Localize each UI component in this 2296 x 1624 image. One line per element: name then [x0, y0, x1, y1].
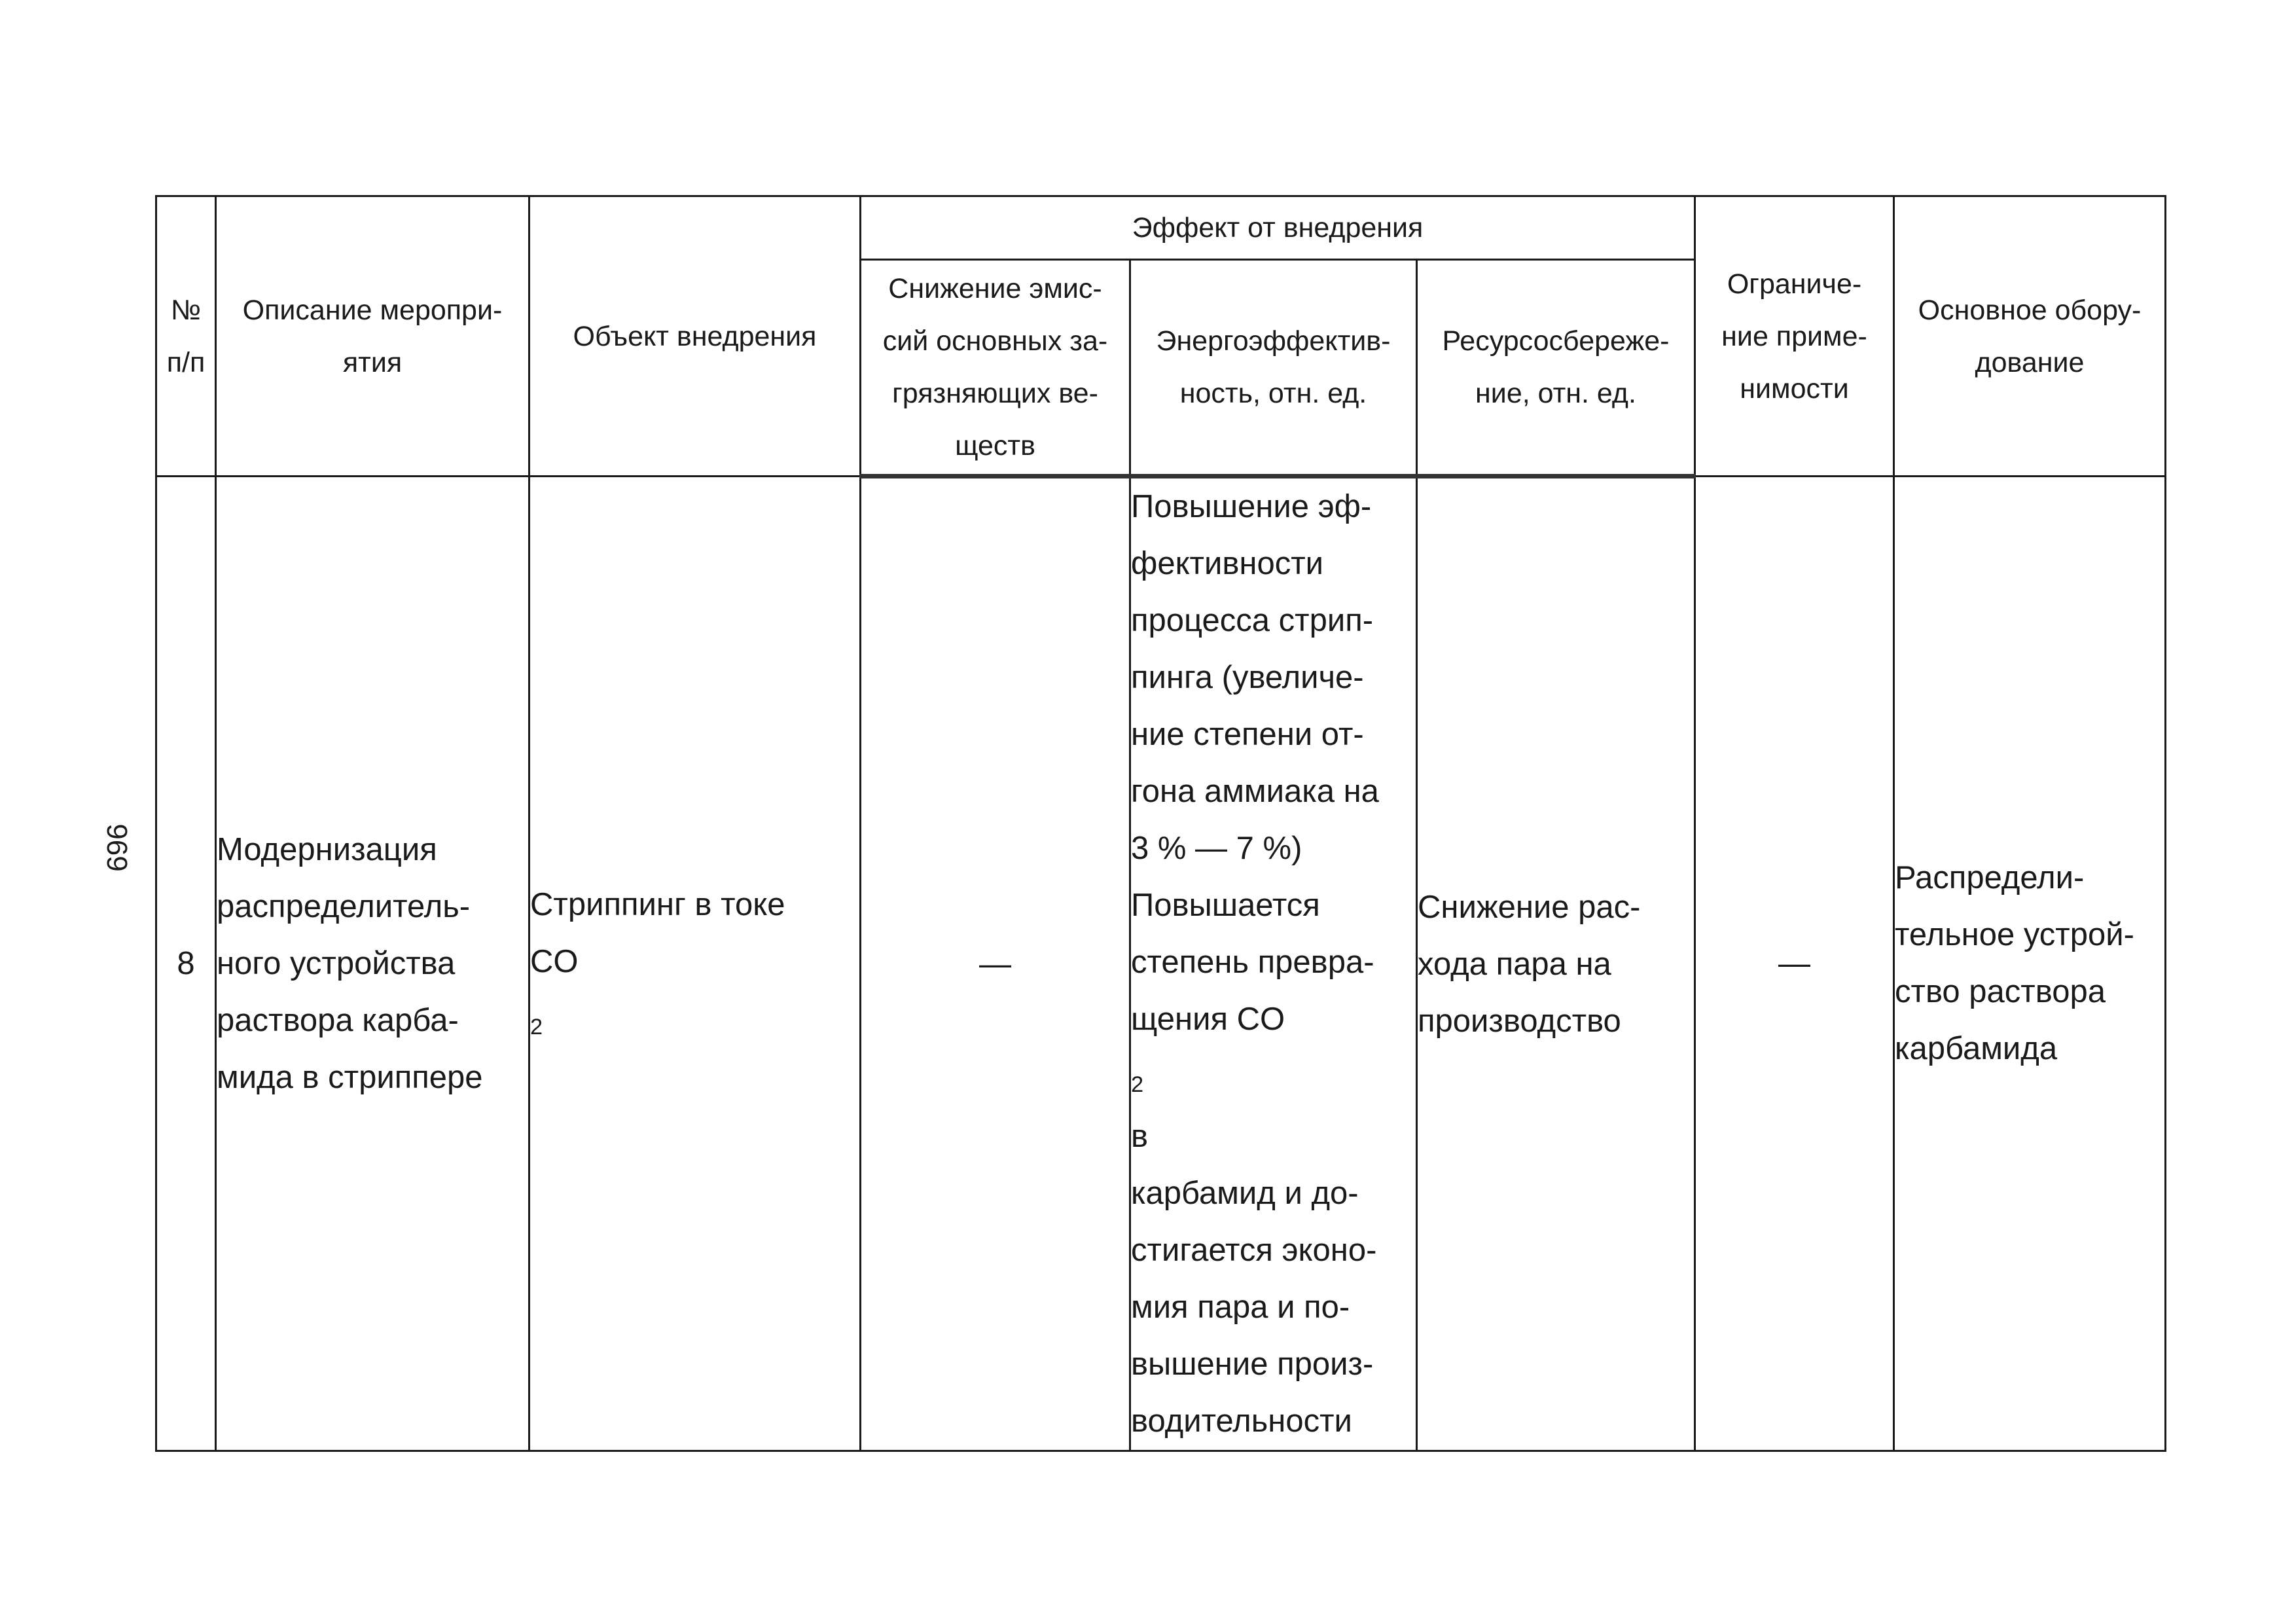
row-equipment-cell [1894, 477, 2166, 1451]
row-description-line: раствора карба- [217, 1002, 459, 1038]
row-energy-line: степень превра- [1131, 945, 1374, 980]
row-energy-line: мия пара и по- [1131, 1290, 1350, 1325]
row-limits-cell [1695, 477, 1894, 1451]
header-energy-cell [1130, 260, 1417, 477]
row-equipment-line: тельное устрой- [1895, 917, 2134, 952]
header-effect-group-cell [861, 196, 1695, 260]
header-equipment-line: Основное обору- [1918, 294, 2142, 326]
header-limits-line: ние приме- [1721, 320, 1867, 352]
row-energy-line: Повышение эф- [1131, 489, 1372, 524]
row-limits-dash: — [1778, 945, 1810, 981]
row-description-cell [216, 477, 529, 1451]
row-resource-line: хода пара на [1418, 946, 1611, 982]
header-resource-line: ние, отн. ед. [1475, 378, 1636, 409]
row-object-line: Стриппинг в токе [530, 887, 785, 922]
row-energy-line: процесса стрип- [1131, 603, 1374, 638]
header-emissions-line: Снижение эмис- [888, 273, 1102, 304]
header-emissions-line: сий основных за- [882, 325, 1108, 357]
row-energy-line: фективности [1131, 546, 1324, 581]
header-equipment-cell [1894, 196, 2166, 477]
row-energy-line [1131, 991, 1416, 1165]
row-object-cell [529, 477, 861, 1451]
header-description-line: Описание меропри- [242, 294, 503, 326]
row-object-line [530, 933, 859, 1051]
header-description-line: ятия [342, 346, 403, 378]
row-energy-cell [1130, 477, 1417, 1451]
row-equipment-line: Распредели- [1895, 860, 2085, 895]
table-row [156, 477, 2166, 1451]
row-equipment-line: ство раствора [1895, 974, 2106, 1009]
header-emissions-line: ществ [955, 430, 1035, 461]
row-energy-line: 3 % — 7 %) [1131, 831, 1302, 866]
header-equipment-line: дование [1975, 346, 2085, 378]
row-description-line: Модернизация [217, 831, 437, 867]
header-num-cell [156, 196, 216, 477]
header-limits-line: нимости [1740, 372, 1849, 405]
row-resource-line: Снижение рас- [1418, 889, 1641, 925]
header-emissions-cell [861, 260, 1130, 477]
co2-subscript: 2 [530, 1014, 543, 1039]
row-description-line: ного устройства [217, 945, 456, 981]
co2-formula: CO [530, 944, 579, 979]
row-equipment-line: карбамида [1895, 1031, 2058, 1066]
header-resource-cell [1417, 260, 1695, 477]
page-number-text: 969 [101, 823, 133, 872]
row-energy-line: ние степени от- [1131, 717, 1364, 752]
row-resource-cell [1417, 477, 1695, 1451]
row-emissions-cell [861, 477, 1130, 1451]
co2-subscript: 2 [1131, 1072, 1144, 1097]
header-num-line: п/п [166, 346, 206, 378]
row-energy-line: пинга (увеличе- [1131, 660, 1364, 695]
header-emissions-line: грязняющих ве- [892, 378, 1098, 409]
row-description-line: распределитель- [217, 888, 471, 924]
row-energy-line: стигается эконо- [1131, 1233, 1377, 1268]
header-limits-cell [1695, 196, 1894, 477]
row-description-line: мида в стриппере [217, 1059, 483, 1095]
header-resource-line: Ресурсосбереже- [1442, 325, 1670, 357]
header-row-1 [156, 196, 2166, 260]
header-limits-line: Ограниче- [1727, 268, 1862, 300]
row-emissions-dash: — [979, 946, 1011, 982]
header-energy-line: Энергоэффектив- [1156, 325, 1391, 357]
row-resource-line: производство [1418, 1003, 1621, 1039]
row-energy-line: Повышается [1131, 888, 1320, 923]
co2-suffix: в [1131, 1119, 1149, 1154]
co2-text: щения CO [1131, 1001, 1285, 1037]
measures-table [155, 195, 2166, 1452]
row-energy-line: водительности [1131, 1403, 1352, 1439]
row-energy-line: гона аммиака на [1131, 774, 1379, 809]
row-energy-line: карбамид и до- [1131, 1176, 1359, 1211]
header-effect-group-text: Эффект от внедрения [1132, 212, 1424, 244]
header-object-text: Объект внедрения [573, 320, 817, 352]
row-energy-line: вышение произ- [1131, 1346, 1374, 1382]
header-description-cell [216, 196, 529, 477]
header-energy-line: ность, отн. ед. [1179, 378, 1367, 409]
row-num-cell [156, 477, 216, 1451]
header-num-line: № [170, 294, 202, 326]
row-num-text: 8 [177, 945, 195, 981]
header-object-cell [529, 196, 861, 477]
